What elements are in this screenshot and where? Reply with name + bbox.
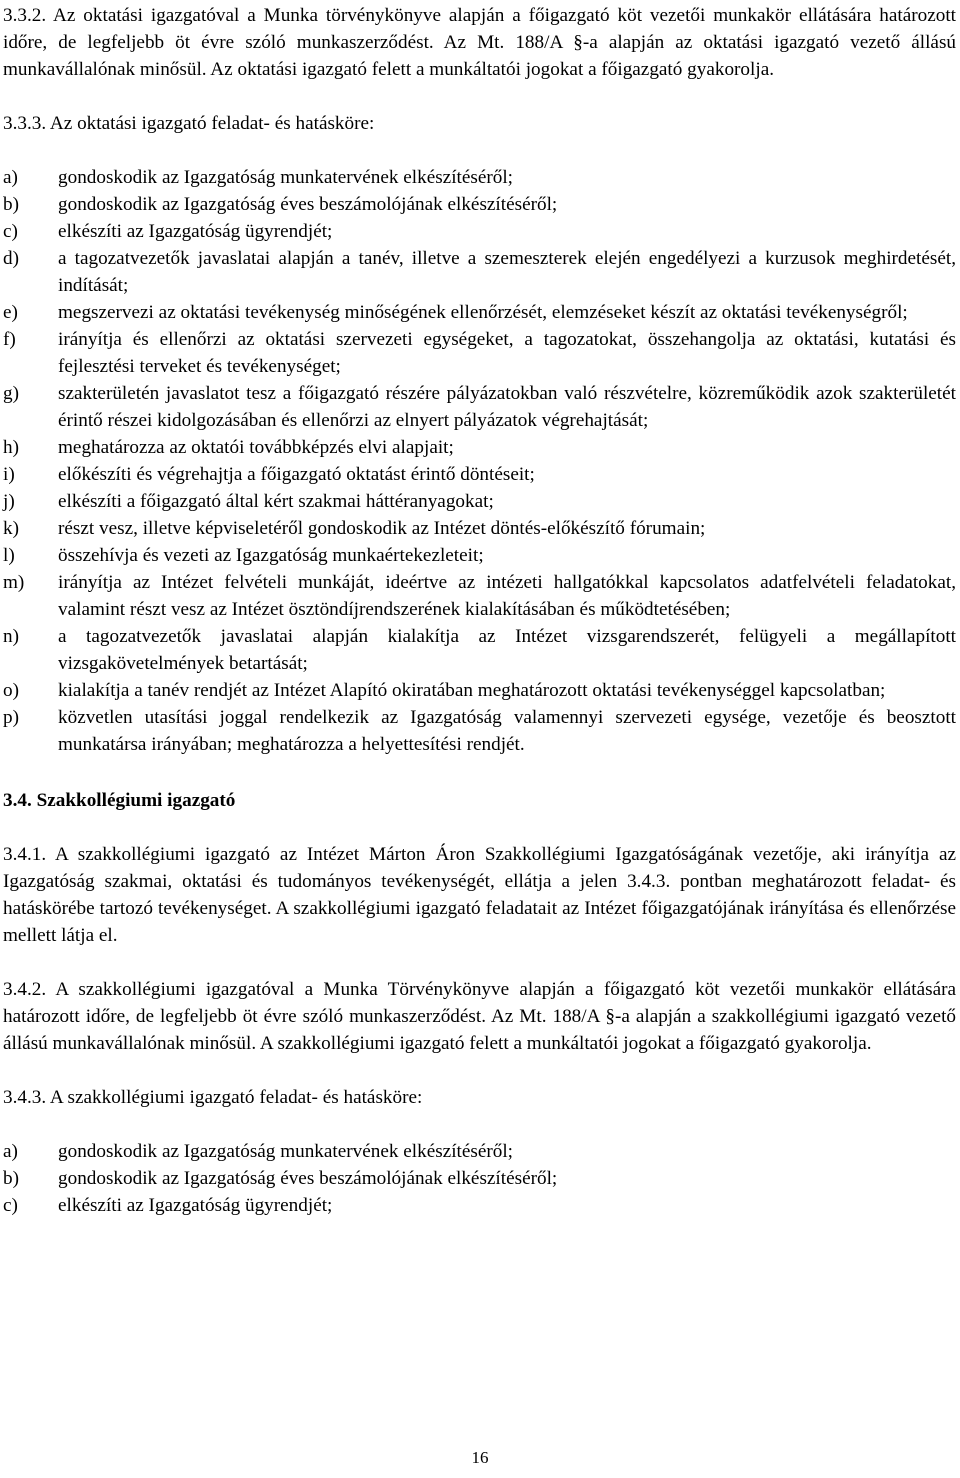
list-item-text: megszervezi az oktatási tevékenység minőségének ellenőrzését, elemzéseket készít az oktatási tevékenységről; <box>58 302 908 323</box>
list-item <box>3 164 956 191</box>
list-item <box>3 434 956 461</box>
list-item <box>3 677 956 704</box>
spacer <box>3 949 956 976</box>
duties-list-3-4-3 <box>3 1138 956 1219</box>
list-item-text: elkészíti az Igazgatóság ügyrendjét; <box>58 1195 333 1216</box>
list-marker: h) <box>3 437 19 458</box>
list-item <box>3 542 956 569</box>
paragraph-3-4-1: 3.4.1. A szakkollégiumi igazgató az Intézet Márton Áron Szakkollégiumi Igazgatóságának vezetője, aki irányítja az Igazgatóság szakmai, oktatási és tudományos tevékenységét, ellátja a jelen 3.4.3. pontban meghatározott feladat- és hatáskörébe tartozó tevékenységet. A szakkollégiumi igazgató feladatait az Intézet főigazgatójának irányítása és ellenőrzése mellett látja el. <box>3 844 956 946</box>
list-marker: b) <box>3 1168 19 1189</box>
list-marker: f) <box>3 329 16 350</box>
list-marker: p) <box>3 707 19 728</box>
list-item-text: részt vesz, illetve képviseletéről gondoskodik az Intézet döntés-előkészítő fórumain; <box>58 518 706 539</box>
list-item-text: elkészíti az Igazgatóság ügyrendjét; <box>58 221 333 242</box>
list-marker: a) <box>3 167 18 188</box>
list-item <box>3 461 956 488</box>
list-marker: d) <box>3 248 19 269</box>
list-item-text: gondoskodik az Igazgatóság munkatervének elkészítéséről; <box>58 1141 514 1162</box>
list-item <box>3 299 956 326</box>
list-item <box>3 623 956 677</box>
list-item-text: szakterületén javaslatot tesz a főigazgató részére pályázatokban való részvételre, közreműködik azok szakterületét érintő részei kidolgozásában és ellenőrzi az elnyert pályázatok végrehajtását; <box>58 383 956 431</box>
document-page <box>3 0 956 1219</box>
spacer <box>3 814 956 841</box>
list-item <box>3 1165 956 1192</box>
paragraph-3-3-2: 3.3.2. Az oktatási igazgatóval a Munka törvénykönyve alapján a főigazgató köt vezetői munkakör ellátására határozott időre, de legfeljebb öt évre szóló munkaszerződést. Az Mt. 188/A §-a alapján az oktatási igazgató vezető állású munkavállalónak minősül. Az oktatási igazgató felett a munkáltatói jogokat a főigazgató gyakorolja. <box>3 5 956 80</box>
list-item <box>3 515 956 542</box>
list-marker: l) <box>3 545 15 566</box>
list-item-text: meghatározza az oktatói továbbképzés elvi alapjait; <box>58 437 454 458</box>
list-marker: n) <box>3 626 19 647</box>
list-item-text: a tagozatvezetők javaslatai alapján kialakítja az Intézet vizsgarendszerét, felügyeli a megállapított vizsgakövetelmények betartását; <box>58 626 956 674</box>
list-marker: a) <box>3 1141 18 1162</box>
list-item <box>3 218 956 245</box>
section-heading-3-4: 3.4. Szakkollégiumi igazgató <box>3 790 236 811</box>
list-marker: o) <box>3 680 19 701</box>
list-item <box>3 380 956 434</box>
list-item-text: közvetlen utasítási joggal rendelkezik az Igazgatóság valamennyi szervezeti egysége, vezetője és beosztott munkatársa irányában; meghatározza a helyettesítési rendjét. <box>58 707 956 755</box>
list-marker: j) <box>3 491 15 512</box>
page-number: 16 <box>471 1448 489 1467</box>
list-item-text: összehívja és vezeti az Igazgatóság munkaértekezleteit; <box>58 545 484 566</box>
list-item-text: elkészíti a főigazgató által kért szakmai háttéranyagokat; <box>58 491 494 512</box>
list-item-text: kialakítja a tanév rendjét az Intézet Alapító okiratában meghatározott oktatási tevékenységgel kapcsolatban; <box>58 680 886 701</box>
list-marker: m) <box>3 572 25 593</box>
list-item <box>3 1138 956 1165</box>
list-marker: b) <box>3 194 19 215</box>
list-item-text: gondoskodik az Igazgatóság éves beszámolójának elkészítéséről; <box>58 1168 558 1189</box>
paragraph-3-4-2: 3.4.2. A szakkollégiumi igazgatóval a Munka Törvénykönyve alapján a főigazgató köt vezetői munkakör ellátására határozott időre, de legfeljebb öt évre szóló munkaszerződést. Az Mt. 188/A §-a alapján a szakkollégiumi igazgató vezető állású munkavállalónak minősül. A szakkollégiumi igazgató felett a munkáltatói jogokat a főigazgató gyakorolja. <box>3 979 956 1054</box>
list-item-text: irányítja és ellenőrzi az oktatási szervezeti egységeket, a tagozatokat, összehangolja az oktatási, kutatási és fejlesztési terveket és tevékenységet; <box>58 329 956 377</box>
list-item <box>3 488 956 515</box>
list-marker: e) <box>3 302 18 323</box>
spacer <box>3 1057 956 1084</box>
list-marker: g) <box>3 383 19 404</box>
list-item <box>3 245 956 299</box>
paragraph-3-3-3-intro: 3.3.3. Az oktatási igazgató feladat- és hatásköre: <box>3 113 375 134</box>
list-item-text: előkészíti és végrehajtja a főigazgató oktatást érintő döntéseit; <box>58 464 535 485</box>
spacer <box>3 1111 956 1138</box>
spacer <box>3 83 956 110</box>
spacer <box>3 137 956 164</box>
list-marker: k) <box>3 518 19 539</box>
list-item <box>3 569 956 623</box>
list-item <box>3 1192 956 1219</box>
list-item-text: gondoskodik az Igazgatóság munkatervének elkészítéséről; <box>58 167 514 188</box>
duties-list-3-3-3 <box>3 164 956 758</box>
list-marker: c) <box>3 221 18 242</box>
spacer <box>3 758 956 787</box>
list-item <box>3 191 956 218</box>
list-marker: i) <box>3 464 15 485</box>
list-item-text: a tagozatvezetők javaslatai alapján a tanév, illetve a szemeszterek elején engedélyezi a kurzusok meghirdetését, indítását; <box>58 248 956 296</box>
list-item-text: irányítja az Intézet felvételi munkáját, ideértve az intézeti hallgatókkal kapcsolatos adatfelvételi feladatokat, valamint részt vesz az Intézet ösztöndíjrendszerének kialakításában és működtetésében; <box>58 572 956 620</box>
list-item-text: gondoskodik az Igazgatóság éves beszámolójának elkészítéséről; <box>58 194 558 215</box>
paragraph-3-4-3-intro: 3.4.3. A szakkollégiumi igazgató feladat- és hatásköre: <box>3 1087 423 1108</box>
list-marker: c) <box>3 1195 18 1216</box>
list-item <box>3 704 956 758</box>
list-item <box>3 326 956 380</box>
